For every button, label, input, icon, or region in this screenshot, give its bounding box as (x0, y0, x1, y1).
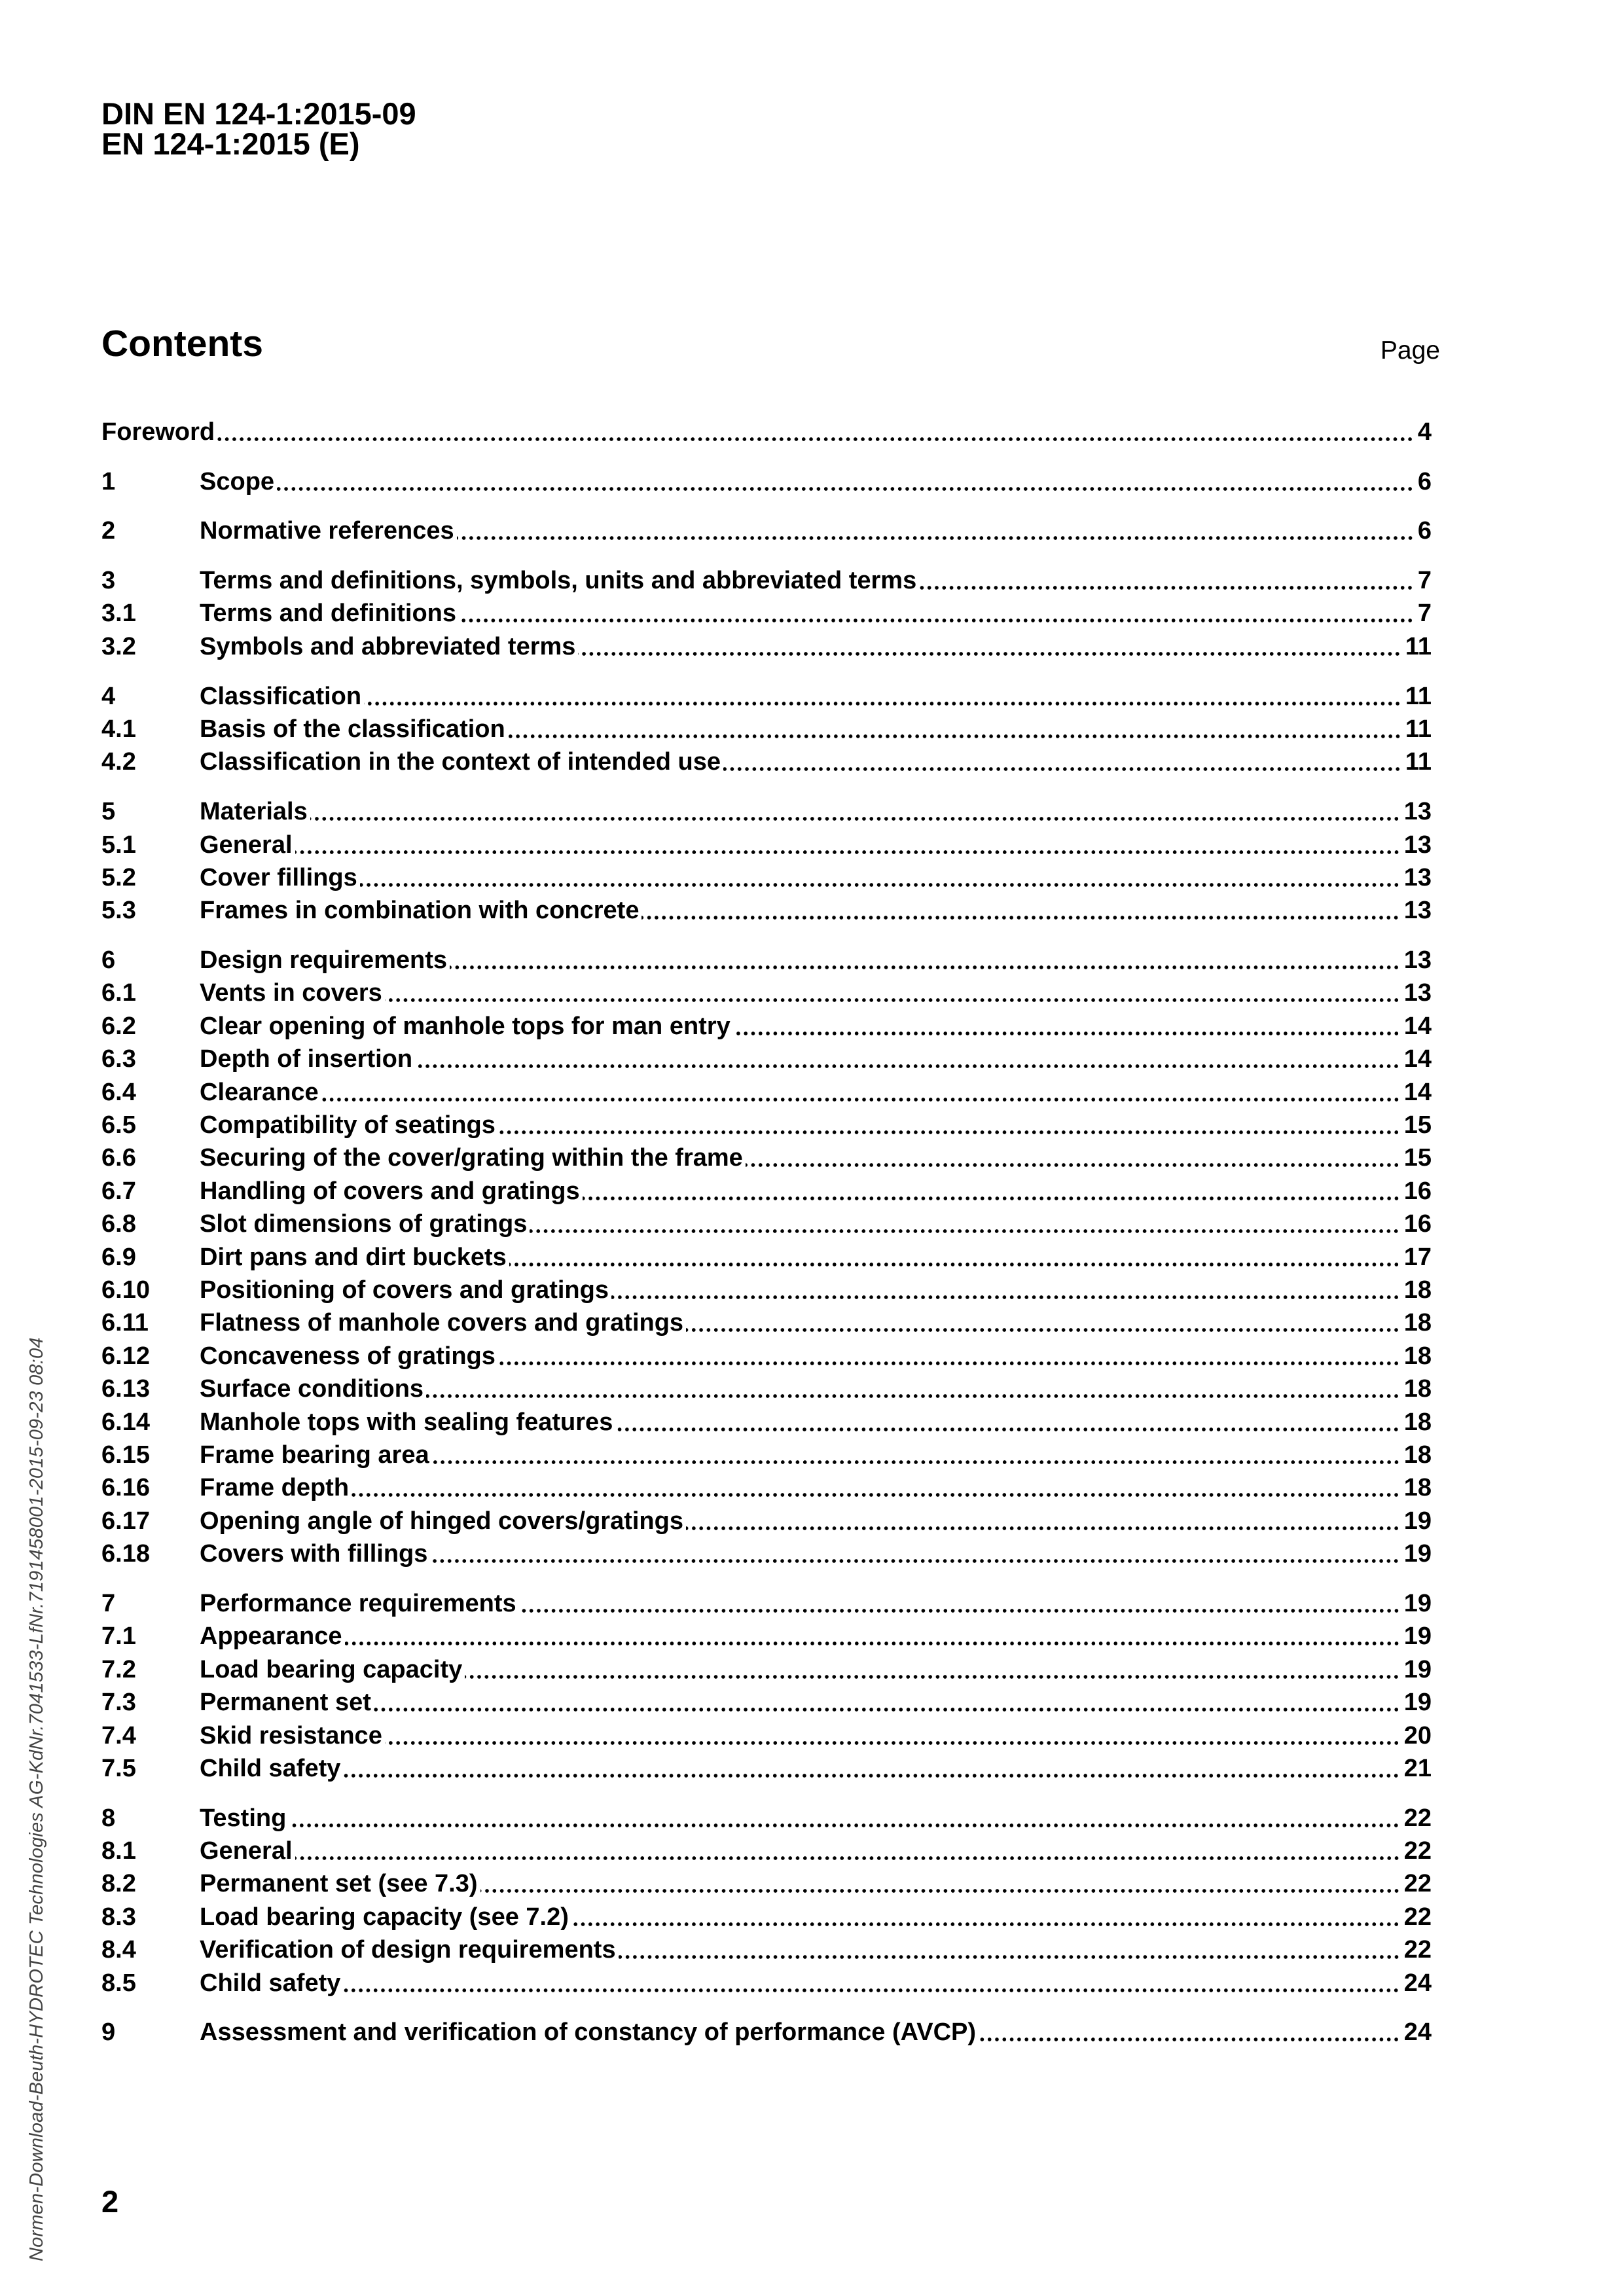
toc-page-number[interactable]: 14 (1403, 1013, 1432, 1040)
toc-section-number: 4 (101, 683, 116, 710)
toc-section-title[interactable]: Frame bearing area (200, 1441, 429, 1469)
toc-section-title[interactable]: Manhole tops with sealing features (200, 1408, 613, 1436)
toc-entry[interactable] (101, 1441, 1432, 1469)
toc-section-title[interactable]: Compatibility of seatings (200, 1111, 496, 1139)
toc-section-title[interactable]: Permanent set (200, 1689, 371, 1716)
toc-page-number[interactable]: 18 (1403, 1474, 1432, 1501)
toc-page-number[interactable]: 18 (1403, 1441, 1432, 1469)
toc-section-title[interactable]: Skid resistance (200, 1722, 382, 1749)
toc-entry[interactable] (101, 863, 1432, 892)
dot-leader (519, 1609, 1400, 1613)
toc-entry[interactable] (101, 418, 1432, 446)
toc-section-title[interactable]: Load bearing capacity (200, 1656, 463, 1683)
toc-section-number: 9 (101, 2018, 116, 2046)
dot-leader (364, 702, 1401, 706)
toc-entry[interactable] (101, 747, 1432, 776)
dot-leader (457, 536, 1414, 540)
download-watermark: Normen-Download-Beuth-HYDROTEC Technologies AG-KdNr.7041533-LfNr.7191458001-2015-09-23 08:04 (26, 1337, 47, 2261)
toc-page-number[interactable]: 13 (1403, 946, 1432, 974)
toc-section-number: 6.10 (101, 1276, 150, 1304)
toc-page-number[interactable]: 14 (1403, 1045, 1432, 1073)
toc-section-number: 6.18 (101, 1540, 150, 1568)
toc-page-number[interactable]: 18 (1403, 1276, 1432, 1304)
toc-entry[interactable] (101, 516, 1432, 545)
toc-page-number[interactable]: 19 (1403, 1540, 1432, 1568)
dot-leader (615, 1427, 1399, 1431)
toc-section-title[interactable]: Classification (200, 683, 362, 710)
dot-leader (430, 1559, 1399, 1563)
dot-leader (919, 586, 1414, 590)
toc-page-number[interactable]: 7 (1417, 567, 1432, 594)
toc-section-number: 6.14 (101, 1408, 150, 1436)
toc-page-number[interactable]: 13 (1403, 831, 1432, 859)
toc-section-title[interactable]: Design requirements (200, 946, 447, 974)
dot-leader (746, 1163, 1400, 1167)
toc-entry[interactable] (101, 566, 1432, 595)
dot-leader (321, 1098, 1400, 1102)
dot-leader (733, 1031, 1400, 1035)
toc-section-title[interactable]: Assessment and verification of constancy of performance (AVCP) (200, 2018, 977, 2046)
dot-leader (530, 1229, 1399, 1233)
toc-section-number: 3 (101, 567, 116, 594)
toc-page-number[interactable]: 19 (1403, 1656, 1432, 1683)
toc-section-title[interactable]: Classification in the context of intended use (200, 748, 721, 776)
dot-leader (619, 1955, 1400, 1959)
dot-leader (310, 817, 1400, 821)
toc-section-title[interactable]: Securing of the cover/grating within the frame (200, 1144, 743, 1172)
toc-entry[interactable] (101, 1804, 1432, 1833)
toc-entry[interactable] (101, 1374, 1432, 1403)
toc-page-number[interactable]: 21 (1403, 1755, 1432, 1782)
toc-entry[interactable] (101, 1539, 1432, 1568)
standard-id-header: EN 124-1:2015 (E) (101, 126, 360, 161)
toc-page-number[interactable]: 19 (1403, 1623, 1432, 1650)
toc-section-number: 5 (101, 798, 116, 825)
toc-page-number[interactable]: 15 (1403, 1144, 1432, 1172)
page-column-label: Page (1380, 336, 1440, 365)
toc-section-number: 6.15 (101, 1441, 150, 1469)
toc-entry[interactable] (101, 1837, 1432, 1865)
toc-page-number[interactable]: 22 (1403, 1870, 1432, 1897)
toc-entry[interactable] (101, 1969, 1432, 1998)
toc-section-title[interactable]: Covers with fillings (200, 1540, 428, 1568)
dot-leader (217, 437, 1414, 441)
dot-leader (295, 1856, 1400, 1860)
toc-section-title[interactable]: General (200, 1837, 293, 1865)
toc-entry[interactable] (101, 1276, 1432, 1304)
toc-section-title[interactable]: General (200, 831, 293, 859)
toc-page-number[interactable]: 24 (1403, 1969, 1432, 1997)
toc-entry[interactable] (101, 1243, 1432, 1272)
toc-page-number[interactable]: 7 (1417, 600, 1432, 627)
dot-leader (979, 2037, 1400, 2041)
toc-entry[interactable] (101, 978, 1432, 1007)
toc-page-number[interactable]: 13 (1403, 897, 1432, 924)
toc-page-number[interactable]: 24 (1403, 2018, 1432, 2046)
toc-page-number[interactable]: 22 (1403, 1837, 1432, 1865)
dot-leader (426, 1394, 1400, 1398)
toc-section-number: 6.1 (101, 979, 136, 1007)
toc-entry[interactable] (101, 1589, 1432, 1618)
toc-section-title[interactable]: Materials (200, 798, 308, 825)
toc-section-title[interactable]: Child safety (200, 1969, 341, 1997)
toc-section-number: 6 (101, 946, 116, 974)
toc-section-title[interactable]: Frame depth (200, 1474, 350, 1501)
toc-section-title[interactable]: Positioning of covers and gratings (200, 1276, 609, 1304)
toc-section-title[interactable]: Clear opening of manhole tops for man entry (200, 1013, 731, 1040)
toc-entry[interactable] (101, 1210, 1432, 1238)
toc-section-number: 7 (101, 1590, 116, 1617)
toc-entry[interactable] (101, 1507, 1432, 1535)
toc-section-number: 5.3 (101, 897, 136, 924)
toc-entry[interactable] (101, 715, 1432, 744)
dot-leader (571, 1922, 1400, 1926)
toc-section-title[interactable]: Appearance (200, 1623, 342, 1650)
toc-entry[interactable] (101, 1308, 1432, 1337)
dot-leader (578, 652, 1401, 656)
toc-page-number[interactable]: 16 (1403, 1177, 1432, 1205)
dot-leader (385, 998, 1400, 1002)
dot-leader (508, 734, 1401, 738)
toc-section-number: 6.17 (101, 1507, 150, 1535)
toc-entry[interactable] (101, 682, 1432, 711)
toc-page-number[interactable]: 17 (1403, 1244, 1432, 1271)
toc-section-title[interactable]: Permanent set (see 7.3) (200, 1870, 478, 1897)
toc-section-number: 6.7 (101, 1177, 136, 1205)
dot-leader (289, 1823, 1399, 1827)
toc-section-number: 7.2 (101, 1656, 136, 1683)
dot-leader (509, 1263, 1400, 1266)
toc-entry[interactable] (101, 831, 1432, 859)
toc-page-number[interactable]: 15 (1403, 1111, 1432, 1139)
dot-leader (459, 619, 1414, 622)
toc-entry[interactable] (101, 896, 1432, 925)
dot-leader (498, 1130, 1400, 1134)
toc-section-title[interactable]: Load bearing capacity (see 7.2) (200, 1903, 569, 1931)
dot-leader (343, 1988, 1399, 1992)
dot-leader (498, 1361, 1400, 1365)
toc-entry[interactable] (101, 1143, 1432, 1172)
toc-entry[interactable] (101, 1935, 1432, 1964)
toc-page-number[interactable]: 22 (1403, 1936, 1432, 1964)
toc-section-title[interactable]: Frames in combination with concrete (200, 897, 640, 924)
toc-section-title[interactable]: Clearance (200, 1079, 319, 1106)
toc-section-number: 7.5 (101, 1755, 136, 1782)
toc-section-title[interactable]: Flatness of manhole covers and gratings (200, 1309, 684, 1336)
toc-page-number[interactable]: 6 (1417, 468, 1432, 495)
dot-leader (360, 883, 1400, 887)
toc-section-number: 6.12 (101, 1342, 150, 1370)
toc-section-title[interactable]: Cover fillings (200, 864, 357, 891)
toc-section-title[interactable]: Terms and definitions (200, 600, 457, 627)
toc-section-number: 6.9 (101, 1244, 136, 1271)
toc-page-number[interactable]: 4 (1417, 418, 1432, 446)
toc-page-number[interactable]: 19 (1403, 1507, 1432, 1535)
toc-section-title[interactable]: Depth of insertion (200, 1045, 413, 1073)
toc-entry[interactable] (101, 1869, 1432, 1898)
toc-page-number[interactable]: 14 (1403, 1079, 1432, 1106)
toc-section-number: 4.2 (101, 748, 136, 776)
toc-section-title[interactable]: Handling of covers and gratings (200, 1177, 580, 1205)
toc-entry[interactable] (101, 1655, 1432, 1684)
toc-section-number: 6.13 (101, 1375, 150, 1403)
toc-section-title[interactable]: Concaveness of gratings (200, 1342, 496, 1370)
dot-leader (385, 1741, 1400, 1745)
toc-section-title[interactable]: Opening angle of hinged covers/gratings (200, 1507, 683, 1535)
toc-page-number[interactable]: 22 (1403, 1903, 1432, 1931)
toc-entry[interactable] (101, 1688, 1432, 1717)
toc-entry[interactable] (101, 1622, 1432, 1651)
toc-section-number: 8.5 (101, 1969, 136, 1997)
page-number: 2 (101, 2184, 119, 2219)
toc-entry[interactable] (101, 1408, 1432, 1437)
dot-leader (465, 1675, 1399, 1679)
toc-page-number[interactable]: 6 (1417, 517, 1432, 545)
toc-section-number: 6.11 (101, 1309, 149, 1336)
toc-section-title[interactable]: Symbols and abbreviated terms (200, 633, 576, 660)
toc-section-title[interactable]: Performance requirements (200, 1590, 516, 1617)
toc-section-title[interactable]: Slot dimensions of gratings (200, 1210, 528, 1238)
toc-section-number: 1 (101, 468, 116, 495)
dot-leader (374, 1708, 1400, 1712)
dot-leader (723, 767, 1401, 771)
toc-section-number: 8.1 (101, 1837, 136, 1865)
toc-page-number[interactable]: 20 (1403, 1722, 1432, 1749)
dot-leader (641, 916, 1399, 920)
dot-leader (277, 487, 1414, 491)
toc-section-number: 8 (101, 1804, 116, 1832)
toc-section-number: 2 (101, 517, 116, 545)
toc-section-number: 4.1 (101, 715, 136, 743)
dot-leader (415, 1064, 1400, 1068)
toc-section-number: 5.1 (101, 831, 136, 859)
dot-leader (583, 1196, 1400, 1200)
toc-entry[interactable] (101, 1078, 1432, 1107)
toc-page-number[interactable]: 13 (1403, 798, 1432, 825)
toc-page-number[interactable]: 19 (1403, 1689, 1432, 1716)
toc-section-number: 7.1 (101, 1623, 136, 1650)
toc-page-number[interactable]: 22 (1403, 1804, 1432, 1832)
toc-page-number[interactable]: 13 (1403, 864, 1432, 891)
toc-section-number: 6.8 (101, 1210, 136, 1238)
toc-section-title[interactable]: Vents in covers (200, 979, 382, 1007)
toc-page-number[interactable]: 13 (1403, 979, 1432, 1007)
toc-section-number: 8.3 (101, 1903, 136, 1931)
toc-page-number[interactable]: 19 (1403, 1590, 1432, 1617)
toc-page-number[interactable]: 11 (1405, 633, 1432, 660)
toc-entry[interactable] (101, 946, 1432, 975)
toc-section-number: 8.4 (101, 1936, 136, 1964)
toc-section-number: 6.6 (101, 1144, 136, 1172)
toc-entry[interactable] (101, 1342, 1432, 1371)
dot-leader (295, 850, 1400, 854)
toc-page-number[interactable]: 18 (1403, 1408, 1432, 1436)
toc-section-number: 3.2 (101, 633, 136, 660)
toc-entry[interactable] (101, 632, 1432, 661)
toc-section-number: 8.2 (101, 1870, 136, 1897)
toc-section-title[interactable]: Surface conditions (200, 1375, 424, 1403)
toc-section-number: 7.4 (101, 1722, 136, 1749)
toc-section-title[interactable]: Basis of the classification (200, 715, 505, 743)
toc-section-number: 7.3 (101, 1689, 136, 1716)
toc-entry[interactable] (101, 599, 1432, 628)
dot-leader (432, 1460, 1400, 1464)
toc-section-number: 6.2 (101, 1013, 136, 1040)
dot-leader (686, 1526, 1400, 1530)
toc-entry[interactable] (101, 1177, 1432, 1206)
toc-section-number: 6.16 (101, 1474, 150, 1501)
toc-section-title[interactable]: Testing (200, 1804, 287, 1832)
toc-section-title[interactable]: Dirt pans and dirt buckets (200, 1244, 507, 1271)
dot-leader (450, 965, 1400, 969)
toc-page-number[interactable]: 18 (1403, 1309, 1432, 1336)
toc-section-title[interactable]: Normative references (200, 517, 454, 545)
dot-leader (352, 1493, 1400, 1497)
toc-section-number: 6.5 (101, 1111, 136, 1139)
toc-section-number: 6.3 (101, 1045, 136, 1073)
toc-page-number[interactable]: 11 (1405, 683, 1432, 710)
toc-section-number: 3.1 (101, 600, 136, 627)
toc-page-number[interactable]: 18 (1403, 1375, 1432, 1403)
toc-entry[interactable] (101, 1721, 1432, 1750)
document-id-header: DIN EN 124-1:2015-09 (101, 96, 416, 131)
toc-entry[interactable] (101, 2018, 1432, 2047)
toc-entry[interactable] (101, 1903, 1432, 1931)
dot-leader (345, 1641, 1400, 1645)
toc-entry[interactable] (101, 797, 1432, 826)
toc-section-title[interactable]: Foreword (101, 418, 215, 446)
toc-section-number: 5.2 (101, 864, 136, 891)
toc-entry[interactable] (101, 1012, 1432, 1041)
toc-entry[interactable] (101, 1754, 1432, 1783)
toc-section-title[interactable]: Child safety (200, 1755, 341, 1782)
dot-leader (686, 1328, 1400, 1332)
toc-section-title[interactable]: Verification of design requirements (200, 1936, 616, 1964)
toc-page-number[interactable]: 18 (1403, 1342, 1432, 1370)
toc-entry[interactable] (101, 1111, 1432, 1139)
toc-entry[interactable] (101, 1045, 1432, 1073)
dot-leader (480, 1889, 1400, 1893)
toc-page-number[interactable]: 11 (1405, 715, 1432, 743)
toc-section-number: 6.4 (101, 1079, 136, 1106)
dot-leader (611, 1295, 1400, 1299)
toc-page-number[interactable]: 11 (1405, 748, 1432, 776)
toc-entry[interactable] (101, 1473, 1432, 1502)
page-title: Contents (101, 323, 263, 365)
dot-leader (343, 1774, 1399, 1778)
toc-page-number[interactable]: 16 (1403, 1210, 1432, 1238)
toc-entry[interactable] (101, 467, 1432, 496)
toc-section-title[interactable]: Scope (200, 468, 275, 495)
toc-section-title[interactable]: Terms and definitions, symbols, units and abbreviated terms (200, 567, 917, 594)
